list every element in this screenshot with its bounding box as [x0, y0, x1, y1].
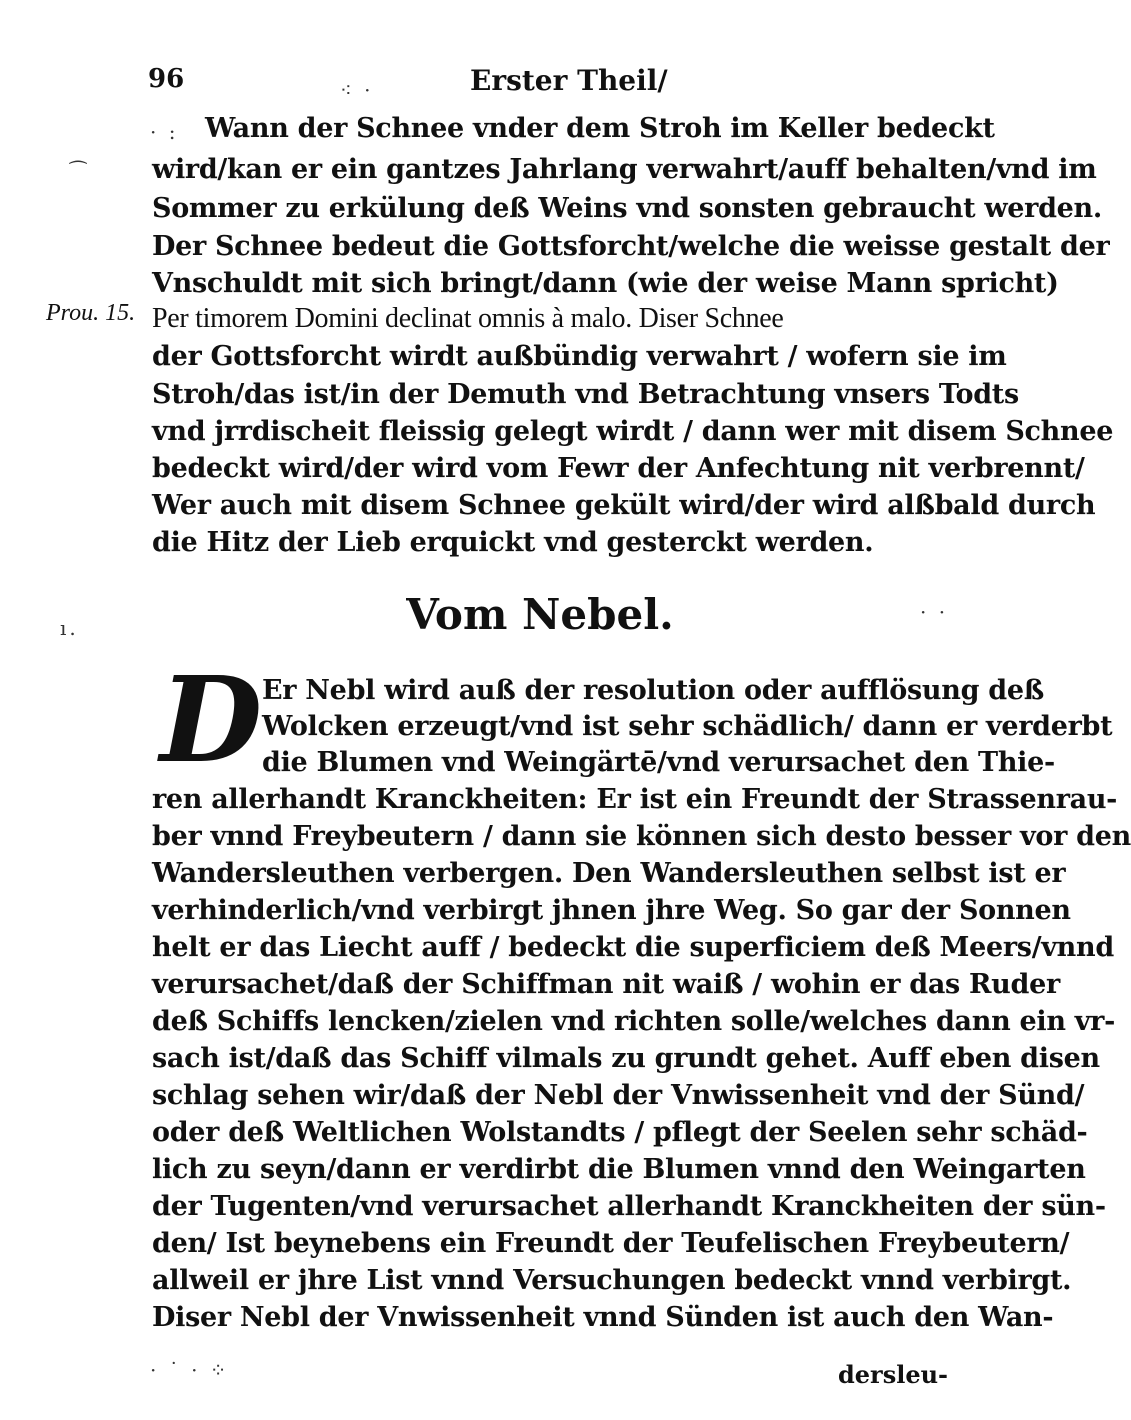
text-line: Per timorem Domini declinat omnis à malo. Diser Schnee [152, 303, 784, 334]
drop-cap: D [159, 650, 263, 789]
print-specks: · ˙ · ⁘ [150, 1358, 230, 1382]
text-line: den/ Ist beynebens ein Freundt der Teufelischen Freybeutern/ [152, 1228, 1070, 1259]
text-line: ren allerhandt Kranckheiten: Er ist ein Freundt der Strassenrau- [152, 784, 1118, 815]
text-line: helt er das Liecht auff / bedeckt die superficiem deß Meers/vnnd [152, 932, 1114, 963]
text-line: allweil er jhre List vnnd Versuchungen bedeckt vnnd verbirgt. [152, 1265, 1072, 1296]
text-line: der Gottsforcht wirdt außbündig verwahrt / wofern sie im [152, 341, 1007, 372]
print-specks: ⁖ · [340, 78, 374, 102]
text-line: lich zu seyn/dann er verdirbt die Blumen vnnd den Weingarten [152, 1154, 1086, 1185]
print-specks: · · [920, 600, 949, 624]
text-line: Wann der Schnee vnder dem Stroh im Keller bedeckt [205, 113, 995, 144]
text-line: die Hitz der Lieb erquickt vnd gesterckt werden. [152, 527, 874, 558]
catchword: dersleu- [838, 1360, 949, 1389]
section-title: Vom Nebel. [406, 590, 674, 639]
text-line: Vnschuldt mit sich bringt/dann (wie der weise Mann spricht) [152, 268, 1059, 299]
margin-note: Prou. 15. [46, 300, 136, 326]
text-line: schlag sehen wir/daß der Nebl der Vnwissenheit vnd der Sünd/ [152, 1080, 1085, 1111]
text-line: verhinderlich/vnd verbirgt jhnen jhre Weg. So gar der Sonnen [152, 895, 1071, 926]
running-head: Erster Theil/ [470, 64, 668, 97]
text-line: die Blumen vnd Weingärtē/vnd verursachet den Thie- [262, 747, 1055, 778]
text-line: oder deß Weltlichen Wolstandts / pflegt der Seelen sehr schäd- [152, 1117, 1088, 1148]
text-line: bedeckt wird/der wird vom Fewr der Anfechtung nit verbrennt/ [152, 453, 1085, 484]
text-line: wird/kan er ein gantzes Jahrlang verwahrt/auff behalten/vnd im [152, 154, 1097, 185]
text-line: deß Schiffs lencken/zielen vnd richten solle/welches dann ein vr- [152, 1006, 1115, 1037]
text-line: ber vnnd Freybeutern / dann sie können sich desto besser vor den [152, 821, 1131, 852]
text-line: Der Schnee bedeut die Gottsforcht/welche die weisse gestalt der [152, 231, 1110, 262]
print-specks: ı. [60, 616, 79, 640]
text-line: verursachet/daß der Schiffman nit waiß / wohin er das Ruder [152, 969, 1060, 1000]
print-specks: · : [150, 120, 179, 144]
text-line: der Tugenten/vnd verursachet allerhandt Kranckheiten der sün- [152, 1191, 1106, 1222]
text-line: Stroh/das ist/in der Demuth vnd Betrachtung vnsers Todts [152, 379, 1019, 410]
text-line: vnd jrrdischeit fleissig gelegt wirdt / dann wer mit disem Schnee [152, 416, 1114, 447]
text-line: Wer auch mit disem Schnee gekült wird/der wird alßbald durch [152, 490, 1096, 521]
text-line: Wolcken erzeugt/vnd ist sehr schädlich/ dann er verderbt [262, 711, 1113, 742]
print-specks: ⁀ [70, 160, 90, 184]
text-line: sach ist/daß das Schiff vilmals zu grundt gehet. Auff eben disen [152, 1043, 1100, 1074]
page-header [140, 64, 940, 104]
page-number: 96 [148, 64, 185, 94]
text-line: Diser Nebl der Vnwissenheit vnnd Sünden ist auch den Wan- [152, 1302, 1054, 1333]
text-line: Wandersleuthen verbergen. Den Wandersleuthen selbst ist er [152, 858, 1066, 889]
text-line: Er Nebl wird auß der resolution oder aufflösung deß [262, 675, 1044, 706]
text-line: Sommer zu erkülung deß Weins vnd sonsten gebraucht werden. [152, 193, 1102, 224]
